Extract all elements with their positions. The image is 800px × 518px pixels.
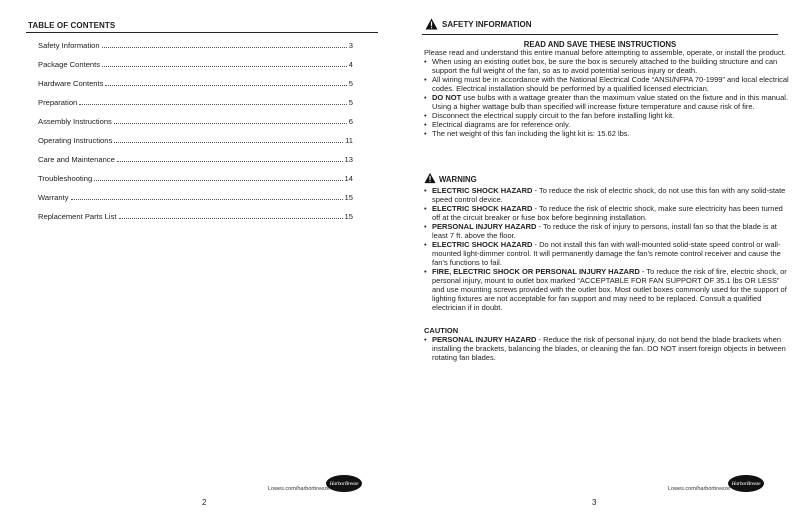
section-title: READ AND SAVE THESE INSTRUCTIONS: [523, 40, 677, 49]
brand-logo: HarborBreeze: [728, 475, 764, 492]
intro-text: Please read and understand this entire manual before attempting to assemble, operate, or install the product.: [424, 48, 786, 57]
toc-entry[interactable]: Warranty 15: [38, 193, 353, 202]
warning-triangle-icon: [425, 18, 438, 30]
toc-entry[interactable]: Safety Information 3: [38, 41, 353, 50]
list-item: • The net weight of this fan including the light kit is: 15.62 lbs.: [424, 129, 792, 138]
warning-bullets: [424, 186, 792, 312]
brand-logo: HarborBreeze: [326, 475, 362, 492]
list-item: • ELECTRIC SHOCK HAZARD - To reduce the risk of electric shock, make sure electricity has been turned off at the circuit breaker or fuse box before beginning installation.: [424, 204, 792, 222]
list-item: • Disconnect the electrical supply circuit to the fan before installing light kit.: [424, 111, 792, 120]
warning-triangle-icon: [424, 172, 436, 184]
safety-body: [424, 48, 792, 138]
toc-entry[interactable]: Operating Instructions 11: [38, 136, 353, 145]
safety-header: SAFETY INFORMATION: [425, 18, 531, 30]
toc-entry[interactable]: Replacement Parts List 15: [38, 212, 353, 221]
safety-bullets: [424, 57, 792, 138]
list-item: • All wiring must be in accordance with the National Electrical Code “ANSI/NFPA 70-1999” and local electrical codes. Electrical installation should be performed by a qualified licensed electrician.: [424, 75, 792, 93]
list-item: • PERSONAL INJURY HAZARD - To reduce the risk of injury to persons, install fan so that the blade is at least 7 ft. above the floor.: [424, 222, 792, 240]
toc-title: TABLE OF CONTENTS: [28, 21, 116, 30]
toc-entry[interactable]: Assembly Instructions 6: [38, 117, 353, 126]
toc-title-rule: [26, 32, 378, 33]
list-item: • DO NOT use bulbs with a wattage greater than the maximum value stated on the fixture and in this manual. Using a higher wattage bulb than specified will increase fixture temperature and cause risk of fire.: [424, 93, 792, 111]
toc-entry[interactable]: Preparation 5: [38, 98, 353, 107]
toc-entry[interactable]: Care and Maintenance 13: [38, 155, 353, 164]
list-item: • ELECTRIC SHOCK HAZARD - To reduce the risk of electric shock, do not use this fan with any solid-state speed control device.: [424, 186, 792, 204]
caution-bullets: [424, 335, 792, 362]
list-item: • When using an existing outlet box, be sure the box is securely attached to the building structure and can support the full weight of the fan, so as to avoid potential serious injury or death.: [424, 57, 792, 75]
list-item: • Electrical diagrams are for reference only.: [424, 120, 792, 129]
caution-heading: CAUTION: [424, 326, 459, 335]
right-page: [400, 0, 800, 518]
page-number: 2: [202, 498, 207, 507]
warning-body: [424, 186, 792, 312]
toc-entry[interactable]: Troubleshooting 14: [38, 174, 353, 183]
safety-header-rule: [422, 34, 778, 35]
warning-heading: WARNING: [424, 172, 477, 184]
toc-entry[interactable]: Package Contents 4: [38, 60, 353, 69]
toc-list: [38, 41, 353, 231]
page-number: 3: [592, 498, 597, 507]
list-item: • FIRE, ELECTRIC SHOCK OR PERSONAL INJURY HAZARD - To reduce the risk of fire, electric shock, or personal injury, mount to outlet box marked “ACCEPTABLE FOR FAN SUPPORT OF 35.1 lbs OR LESS” and use mounting screws provided with the outlet box. Most outlet boxes commonly used for the support of lighting fixtures are not acceptable for fan support and may need to be replaced. Consult a qualified electrician if in doubt.: [424, 267, 792, 312]
list-item: • PERSONAL INJURY HAZARD - Reduce the risk of personal injury, do not bend the blade brackets when installing the brackets, balancing the blades, or cleaning the fan. DO NOT insert foreign objects in between rotating fan blades.: [424, 335, 792, 362]
footer-url: Lowes.com/harborbreeze: [268, 486, 331, 492]
list-item: • ELECTRIC SHOCK HAZARD - Do not install this fan with wall-mounted solid-state speed control or wall-mounted light-dimmer control. It will permanently damage the fan’s remote control receiver and cause the fan’s functions to fail.: [424, 240, 792, 267]
footer-url: Lowes.com/harborbreeze: [668, 486, 731, 492]
toc-entry[interactable]: Hardware Contents 5: [38, 79, 353, 88]
caution-body: [424, 326, 792, 362]
